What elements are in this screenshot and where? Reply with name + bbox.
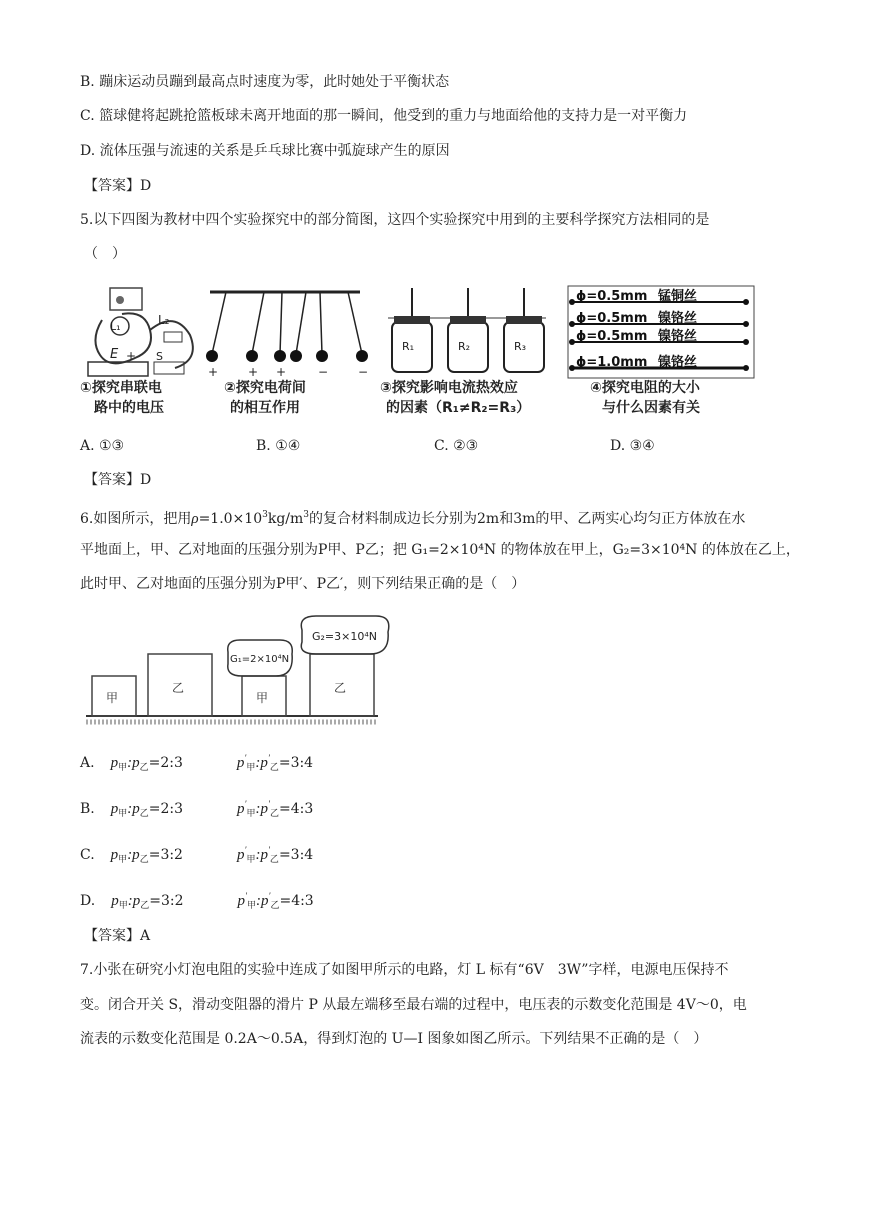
q6-option-row: C. $p_甲:p_乙=3:2$ $p'_甲:p'_乙=3:4$ [80,845,314,864]
fig-jia-label-2: 甲 [256,691,269,705]
fig3-caption-line2: 的因素（R₁≠R₂=R₃） [386,400,531,416]
fig3-r1-label: R₁ [402,340,415,353]
q6-option-label: D. [80,893,96,909]
q6-option-label: A. [80,755,95,771]
q7-stem-line1: 7.小张在研究小灯泡电阻的实验中连成了如图甲所示的电路，灯 L 标有“6V 3W”字样，电源电压保持不 [80,962,729,978]
fig2-sign-3: + [276,365,287,379]
fig2-caption-line2: 的相互作用 [230,400,300,416]
fig4-caption-line1: ④探究电阻的大小 [590,380,700,396]
q4-option-b: B. 蹦床运动员蹦到最高点时速度为零，此时她处于平衡状态 [80,74,450,90]
fig2-sign-4: − [318,365,329,379]
fig4-wire1-material: 锰铜丝 [658,289,698,304]
fig2-charge-pendulums [206,292,368,416]
fig1-l2-label: L₂ [158,313,170,327]
q6-option-row: A. $p_甲:p_乙=2:3$ $p'_甲:p'_乙=3:4$ [80,753,314,772]
q6-option-label: B. [80,801,95,817]
fig4-wire4-material: 镍铬丝 [658,355,698,370]
q6-option-ratio1: 2:3 [160,755,183,771]
q6-option-ratio1: 2:3 [160,801,184,817]
fig4-resistance-wires [568,286,754,416]
fig2-caption-line1: ②探究电荷间 [224,380,306,396]
fig4-wire2-diameter: ϕ=0.5mm [576,311,648,326]
q6-stem-line1: 6.如图所示，把用$\rho=1.0\times 10^3kg/m^3$的复合材料制成边长分别为2m和3m的甲、乙两实心均匀正方体放在水 [80,510,746,527]
fig2-sign-5: − [358,365,369,379]
fig2-sign-1: + [208,365,219,379]
q6-option-ratio1: 3:2 [160,893,184,909]
q5-answer: 【答案】D [84,472,152,488]
fig2-sign-2: + [248,365,259,379]
q5-figure-strip [80,280,760,420]
fig4-wire2-material: 镍铬丝 [658,311,698,326]
fig1-plus-label: + [126,349,137,363]
fig1-caption-line2: 路中的电压 [94,400,164,416]
fig3-heating-jars [380,288,546,416]
q6-option-ratio2: 3:4 [290,847,314,863]
q4-option-c: C. 篮球健将起跳抢篮板球未离开地面的那一瞬间，他受到的重力与地面给他的支持力是一对平衡力 [80,108,688,124]
q6-stem-line2: 平地面上，甲、乙对地面的压强分别为P甲、P乙；把 G₁=2×10⁴N 的物体放在甲上，G₂=3×10⁴N 的体放在乙上， [80,542,800,558]
q6-option-ratio1: 3:2 [160,847,183,863]
fig4-wire3-material: 镍铬丝 [658,329,698,344]
fig1-s-label: S [156,350,163,363]
q4-option-d: D. 流体压强与流速的关系是乒乓球比赛中弧旋球产生的原因 [80,143,450,159]
fig-yi-label: 乙 [172,681,185,695]
q6-option-ratio2: 3:4 [290,755,314,771]
q5-stem-line1: 5.以下四图为教材中四个实验探究中的部分简图，这四个实验探究中用到的主要科学探究方法相同的是 [80,212,710,228]
fig3-r3-label: R₃ [514,340,527,353]
q6-option-row: B. $p_甲:p_乙=2:3$ $p'_甲:p'_乙=4:3$ [80,799,314,818]
fig-jia-label: 甲 [106,691,119,705]
fig4-wire3-diameter: ϕ=0.5mm [576,329,648,344]
q5-option-d: D. ③④ [610,438,655,454]
q6-figure [80,612,390,727]
q6-option-row: D. $p_甲:p_乙=3:2$ $p'_甲:p'_乙=4:3$ [80,891,314,910]
fig1-e-label: E [110,347,119,362]
q5-option-c: C. ②③ [434,438,479,454]
fig1-l1-label: L₁ [110,320,121,333]
fig-g1-label: G₁=2×10⁴N [230,654,290,665]
q5-option-a: A. ①③ [80,438,125,454]
fig1-caption-line1: ①探究串联电 [80,380,162,396]
fig4-wire1-diameter: ϕ=0.5mm [576,289,648,304]
q6-stem-line3: 此时甲、乙对地面的压强分别为P甲′、P乙′，则下列结果正确的是（ ） [80,576,526,592]
q5-stem-line2: （ ） [84,246,126,262]
q6-answer: 【答案】A [84,928,151,944]
fig4-wire4-diameter: ϕ=1.0mm [576,355,648,370]
q6-option-label: C. [80,847,95,863]
q5-option-b: B. ①④ [256,438,301,454]
fig3-r2-label: R₂ [458,340,471,353]
q6-option-ratio2: 4:3 [291,893,314,909]
fig1-series-circuit [80,288,193,416]
q7-stem-line2: 变。闭合开关 S，滑动变阻器的滑片 P 从最左端移至最右端的过程中，电压表的示数变化范围是 4V～0，电 [80,997,747,1013]
q4-answer: 【答案】D [84,178,152,194]
fig4-caption-line2: 与什么因素有关 [602,400,700,416]
q6-option-ratio2: 4:3 [290,801,314,817]
fig3-caption-line1: ③探究影响电流热效应 [380,380,518,396]
q7-stem-line3: 流表的示数变化范围是 0.2A～0.5A，得到灯泡的 U—I 图象如图乙所示。下列结果不正确的是（ ） [80,1031,708,1047]
fig-g2-label: G₂=3×10⁴N [312,630,378,643]
fig-yi-label-2: 乙 [334,681,347,695]
